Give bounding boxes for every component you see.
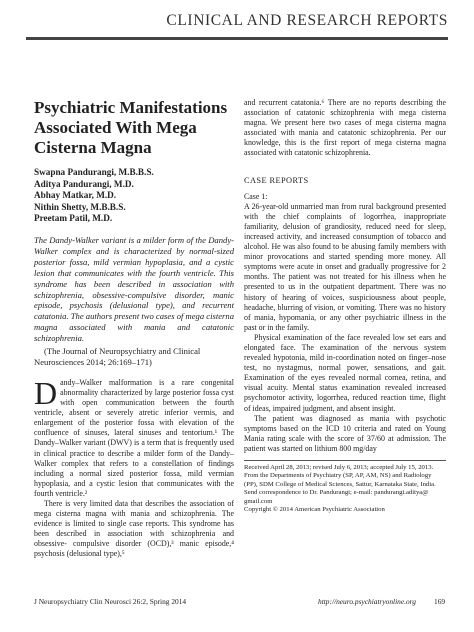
footnote-line: Send correspondence to Dr. Pandurangi; e-mail: pandurangi.aditya@ bbox=[244, 489, 429, 497]
abstract: The Dandy-Walker variant is a milder form of the Dandy-Walker complex and is characterized by normal-sized posterior fossa, mild vermian hypoplasia, and a cystic lesion that communicates with the fourth ventricle. This syndrome has been described in association with schizophrenia, obsessive-compulsive disorder, manic episode, psychosis (delusional type), and recurrent catatonia. The authors present two cases of mega cisterna magna associated with mania and catatonic schizophrenia. bbox=[34, 234, 234, 344]
right-paragraph-1 bbox=[244, 98, 446, 159]
article-title bbox=[34, 98, 234, 158]
citation: (The Journal of Neuropsychiatry and Clinical Neurosciences 2014; 26:169–171) bbox=[34, 346, 201, 367]
author: Nithin Shetty, M.B.B.S. bbox=[34, 201, 126, 212]
footnote-line: From the Departments of Psychiatry (SP, AP, AM, NS) and Radiology bbox=[244, 472, 432, 480]
right-column bbox=[244, 98, 446, 514]
author: Swapna Pandurangi, M.B.B.S. bbox=[34, 167, 154, 177]
title-line-3: Cisterna Magna bbox=[34, 138, 152, 157]
section-heading: CLINICAL AND RESEARCH REPORTS bbox=[166, 12, 448, 29]
author-list bbox=[34, 167, 234, 225]
intro-paragraph-2: There is very limited data that describes the association of mega cisterna magna with mania and schizophrenia. The evidence is limited to single case reports. This syndrome has been described in association with schizophrenia and obsessive- compulsive disorder (OCD),³ manic episode,⁴ psychosis (delusional type),⁵ bbox=[34, 498, 234, 559]
title-line-1: Psychiatric Manifestations bbox=[34, 98, 228, 117]
author: Abhay Matkar, M.D. bbox=[34, 190, 117, 201]
continuation-paragraph: and recurrent catatonia.⁶ There are no reports describing the association of catatonic schizophrenia with mega cisterna magna. We present here two cases of mega cisterna magna associated with mania and catatonic schizophrenia. Per our knowledge, this is the first report of mega cisterna magna associated with catatonic schizophrenia. bbox=[244, 98, 446, 158]
case-reports-heading: CASE REPORTS bbox=[244, 175, 309, 185]
header-rule bbox=[26, 37, 448, 40]
case-1-section bbox=[244, 192, 446, 454]
footnote-line: gmail.com bbox=[244, 497, 273, 505]
left-column bbox=[34, 98, 234, 560]
intro-text bbox=[34, 374, 234, 560]
footnote-line: (PP), SDM College of Medical Sciences, Sattur, Karnataka State, India. bbox=[244, 480, 436, 488]
case-1-paragraph-2: Physical examination of the face revealed low set ears and elongated face. The examination of the nervous system revealed hypotonia, mild in-coordination noted on finger–nose test, no nystagmus, normal power, sensations, and gait. Examination of the eyes revealed normal cornea, retina, and visual acuity. Mental status examination revealed increased psychomotor activity, logorrhea, reduced reaction time, flight of ideas, impaired judgment, and absent insight. bbox=[244, 332, 446, 413]
case-1-paragraph-1: A 26-year-old unmarried man from rural background presented with the chief complaints of logorrhea, inappropriate familiarity, delusion of grandiosity, reduced need for sleep, increased activity, and increased consumption of tobacco and alcohol. He was also found to be abusing family members with minor provocations and started spending more money. All symptoms were acute in onset and gradually progressive for 2 months. The patient was not treated for his illness when he presented to us in the outpatient department. There was no history of hearing of voices, suspiciousness about people, headache, blurring of vision, or vomiting. There was no history of mania, hypomania, or any other psychiatric illness in the past or in the family. bbox=[244, 201, 446, 332]
footnote-rule bbox=[244, 460, 446, 461]
footnote-line: Copyright © 2014 American Psychiatric Association bbox=[244, 506, 385, 514]
drop-cap: D bbox=[34, 374, 58, 411]
author: Preetam Patil, M.D. bbox=[34, 213, 113, 224]
page-number: 169 bbox=[434, 597, 446, 606]
case-1-label: Case 1: bbox=[244, 191, 268, 201]
case-1-paragraph-3: The patient was diagnosed as mania with psychotic symptoms based on the ICD 10 criteria and rated on Young Mania rating scale with the score of 37/60 at admission. The patient was started on lithium 800 mg/day bbox=[244, 413, 446, 453]
footer-journal: J Neuropsychiatry Clin Neurosci 26:2, Spring 2014 bbox=[34, 597, 187, 606]
author: Aditya Pandurangi, M.D. bbox=[34, 178, 134, 189]
intro-paragraph-1: andy–Walker malformation is a rare congenital abnormality characterized by large posterior fossa cyst with open communication between the fourth ventricle, absent or severely atretic inferior vermis, and enlargement of the posterior fossa with elevation of the confluence of sinuses, lateral sinuses and tentorium.¹ The Dandy–Walker variant (DWV) is a term that is frequently used in clinical practice to describe a milder form of the Dandy–Walker complex that refers to a constellation of findings including a normal sized posterior fossa, mild vermian hypoplasia, and a cystic lesion that communicates with the fourth ventricle.² bbox=[34, 377, 234, 498]
title-line-2: Associated With Mega bbox=[34, 118, 197, 137]
footer-url[interactable]: http://neuro.psychiatryonline.org bbox=[318, 597, 416, 606]
article-footnote bbox=[244, 464, 446, 514]
footnote-line: Received April 28, 2013; revised July 6, 2013; accepted July 15, 2013. bbox=[244, 464, 434, 471]
